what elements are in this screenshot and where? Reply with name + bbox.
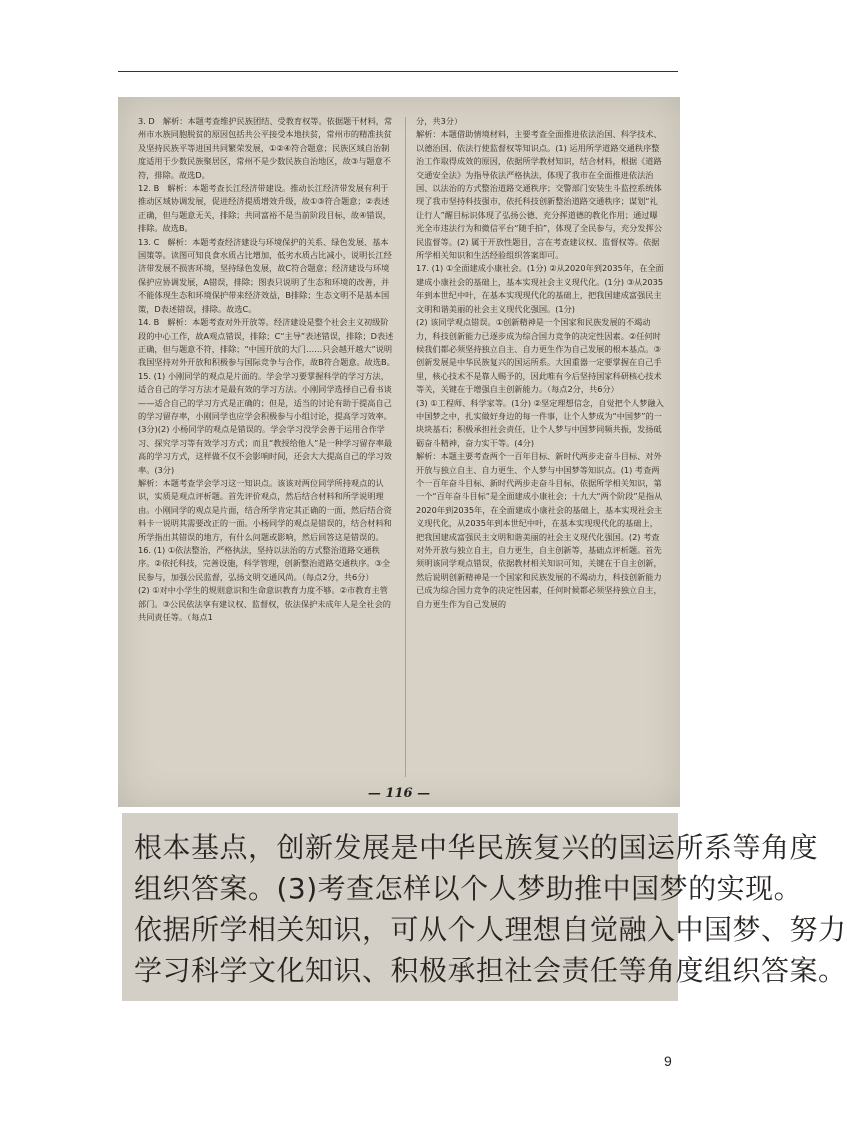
answer-paragraph: 16. (1) ①依法整治，严格执法，坚持以法治的方式整治道路交通秩序。②依托科技，完善设施，科学管理，创新整治道路交通秩序。③全民参与，加强公民监督，弘扬文明交通风尚。（每点2分，共6分） (138, 545, 391, 582)
right-column (416, 115, 664, 611)
column-divider (405, 117, 406, 777)
zoomed-text-photo (122, 813, 847, 1001)
answer-paragraph: 3. D 解析：本题考查维护民族团结、受教育权等。依据题干材料，常州市水族同胞脱贫的原因包括共公平接受本地扶贫，常州市的精准扶贫及坚持民族平等进国共同繁荣发展，①②④符合题意；民族区域自治制度适用于少数民族聚居区，常州不是少数民族自治地区，故③与题意不符，排除。故选D。 (138, 116, 393, 180)
document-page-number: 9 (664, 1053, 672, 1069)
header-rule (118, 71, 678, 72)
answer-paragraph: 解析：本题借助情境材料，主要考查全面推进依法治国、科学技术、以德治国、依法行使监督权等知识点。(1) 运用所学道路交通秩序整治工作取得成效的原因，依据所学教材知识，结合材料，根据《道路交通安全法》为指导依法严格执法，体现了我市在全面推进依法治国、以法治的方式整治道路交通秩序；交警部门安装生斗监控系统体现了我市坚持科技强市，依托科技创新整治道路交通秩序；谋划“礼让行人”醒目标识体现了弘扬公德、充分挥道德的教化作用；通过曝光全市违法行为和微信平台“随手拍”，体现了全民参与，充分发挥公民监督等。(2) 属于开放性题目，言在考查建议权、监督权等。依据所学相关知识和生活经验组织答案即可。 (416, 129, 662, 261)
zoomed-text (134, 827, 847, 991)
textbook-page-photo (118, 97, 680, 807)
answer-paragraph: 15. (1) 小刚同学的观点是片面的。学会学习要掌握科学的学习方法，适合自己的学习方法才是最有效的学习方法。小刚同学选择自己看书谈——适合自己的学习方式是正确的；但是，适当的讨论有助于提高自己的学习留存率，小刚同学也应学会积极参与小组讨论，提高学习效率。(3分)(2) 小杨同学的观点是错误的。学会学习没学会善于运用合作学习、探究学习等有效学习方式；而且“教授给他人”是一种学习留存率最高的学习方式，这样做不仅不会影响时间，还会大大提高自己的学习效率。(3分) (138, 370, 393, 475)
answer-paragraph: 12. B 解析：本题考查长江经济带建设。推动长江经济带发展有利于推动区域协调发展，促进经济提质增效升级，故①③符合题意；②表述正确，但与题意无关，排除；共同富裕不是当前阶段目标，故④错误，排除。故选B。 (138, 183, 391, 234)
left-column (138, 115, 396, 624)
book-page-number: — 116 — (367, 786, 431, 801)
answer-paragraph: 13. C 解析：本题考查经济建设与环境保护的关系、绿色发展、基本国策等。读图可知良食水质占比增加，低劣水质占比减小，说明长江经济带发展不损害环境，坚持绿色发展，故C符合题意；经济建设与环境保护应协调发展，A错误，排除；图表只说明了生态和环境的改善，并不能体现生态和环境保护带来经济效益，B排除；生态文明不是基本国策，D表述错误，排除。故选C。 (138, 236, 392, 314)
answer-paragraph: 分，共3分） (416, 116, 463, 126)
zoomed-line: 学习科学文化知识、积极承担社会责任等角度组织答案。 (134, 954, 847, 987)
zoomed-line: 根本基点，创新发展是中华民族复兴的国运所系等角度 (134, 831, 819, 864)
answer-paragraph: (2) 该同学观点错误。①创新精神是一个国家和民族发展的不竭动力，科技创新能力已逐步成为综合国力竞争的决定性因素。②任何时候我们都必须坚持独立自主、自力更生作为自己发展的根本基点。③创新发展是中华民族复兴的国运所系。大国重器一定要掌握在自己手里，核心技术不是靠人赐予的，因此唯有今后坚持国家科研核心技术等关，关键在于增强自主创新能力。（每点2分，共6分） (416, 317, 662, 395)
answer-paragraph: (2) ①对中小学生的规则意识和生命意识教育力度不够。②市教育主管部门。③公民依法享有建议权、监督权，依法保护未成年人是全社会的共同责任等。（每点1 (138, 585, 391, 623)
zoomed-line: 依据所学相关知识，可从个人理想自觉融入中国梦、努力 (134, 913, 847, 946)
answer-paragraph: 解析：本题主要考查两个一百年目标、新时代两步走奋斗目标、对外开放与独立自主、自力更生、个人梦与中国梦等知识点。(1) 考查两个一百年奋斗目标、新时代两步走奋斗目标，依据所学相关知识，第一个“百年奋斗目标”是全面建成小康社会；十九大“两个阶段”是指从2020年到2035年，在全面建成小康社会的基础上，基本实现社会主义现代化，从2035年到本世纪中叶，在基本实现现代化的基础上，把我国建成富强民主文明和谐美丽的社会主义现代化强国。(2) 考查对外开放与独立自主，自力更生，自主创新等，基础点评析题。首先须明该同学观点错误，依据教材相关知识可知，关键在于自主创新，然后说明创新精神是一个国家和民族发展的不竭动力，科技创新能力已成为综合国力竞争的决定性因素，任何时候都必须坚持独立自主，自力更生作为自己发展的 (416, 451, 663, 609)
answer-paragraph: (3) ①工程师、科学家等。(1分) ②坚定理想信念，自觉把个人梦融入中国梦之中，扎实做好身边的每一件事，让个人梦成为“中国梦”的一块块基石；积极承担社会责任，让个人梦与中国梦同频共振，发扬砥砺奋斗精神，奋力实干等。(4分) (416, 397, 664, 448)
zoomed-line: 组织答案。(3)考查怎样以个人梦助推中国梦的实现。 (134, 872, 803, 905)
answer-paragraph: 17. (1) ①全面建成小康社会。(1分) ②从2020年到2035年，在全面建成小康社会的基础上，基本实现社会主义现代化。(1分) ③从2035年到本世纪中叶，在基本实现现代化的基础上，把我国建成富强民主文明和谐美丽的社会主义现代化强国。(1分) (416, 263, 664, 314)
answer-paragraph: 14. B 解析：本题考查对外开放等。经济建设是整个社会主义初级阶段的中心工作，故A观点错误，排除；C“主导”表述错误，排除；D表述正确，但与题意不符，排除；“中国开放的大门……只会越开越大”说明我国坚持对外开放和积极参与国际竞争与合作，故B符合题意。故选B。 (138, 317, 395, 368)
answer-paragraph: 解析：本题考查学会学习这一知识点。该该对两位同学所持观点的认识，实质是观点评析题。首先评价观点，然后结合材料和所学说明理由。小刚同学的观点是片面，结合所学肯定其正确的一面，然后结合资料卡一说明其需要改正的一面。小杨同学的观点是错误的，结合材料和所学指出其错误的地方，有什么问题或影响，然后回答这是错误的。 (138, 477, 392, 542)
